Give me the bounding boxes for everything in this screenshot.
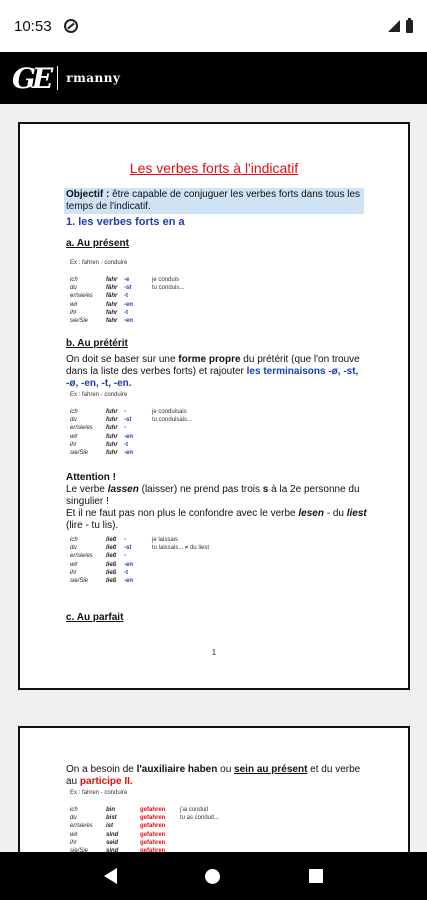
verb-ending: -	[124, 553, 126, 560]
pronoun: sie/Sie	[70, 317, 89, 324]
translation	[180, 839, 270, 847]
verb-stem: fuhr	[106, 441, 118, 448]
translation	[152, 561, 242, 569]
verb-stem: ließ	[106, 569, 117, 576]
preterit-text-blue: les terminaisons	[246, 366, 326, 377]
recent-apps-button-icon[interactable]	[309, 869, 323, 883]
pronoun: wir	[70, 561, 78, 568]
attention-lassen: lassen	[107, 484, 139, 495]
translation: tu laissais... ≠ du liest	[152, 545, 209, 552]
pronoun: sie/Sie	[70, 577, 89, 584]
doc-title: Les verbes forts à l'indicatif	[129, 160, 299, 176]
translation	[152, 441, 242, 449]
parfait-sein: sein au présent	[234, 764, 308, 775]
conjugation-row	[70, 569, 242, 577]
signal-icon	[388, 20, 400, 32]
navigation-bar	[0, 852, 427, 900]
verb-stem: fahr	[106, 317, 118, 324]
document-page-2	[18, 726, 410, 852]
conjugation-row	[70, 822, 270, 830]
pronoun: wir	[70, 433, 78, 440]
pronoun: ihr	[70, 839, 77, 846]
subsection-parfait: c. Au parfait	[66, 612, 124, 623]
translation: j'ai conduit	[180, 807, 209, 813]
translation: tu conduis...	[152, 285, 185, 292]
conjugation-row	[70, 831, 270, 839]
attention-text-1: Le verbe	[66, 484, 108, 495]
verb-stem: seid	[106, 839, 119, 846]
translation	[152, 424, 242, 432]
pronoun: ich	[70, 807, 78, 813]
translation	[152, 569, 242, 577]
example-parfait: Ex : fahren - conduire	[70, 790, 128, 796]
conjugation-row	[70, 424, 242, 432]
verb-ending: gefahren	[140, 823, 166, 830]
attention-text-2: (laisser) ne prend pas trois	[138, 484, 263, 495]
translation	[152, 292, 242, 300]
translation	[180, 822, 270, 830]
verb-stem: fuhr	[106, 425, 118, 432]
verb-stem: fahr	[106, 277, 118, 283]
conjugation-row	[70, 416, 242, 424]
conjugation-row	[70, 814, 270, 822]
conjugation-row	[70, 408, 242, 416]
logo-divider	[57, 66, 58, 90]
attention-text-3: à la 2e personne du singulier !	[66, 484, 360, 507]
conjugation-row	[70, 284, 242, 292]
verb-ending: -	[124, 537, 126, 543]
translation	[152, 301, 242, 309]
parfait-aux: l'auxiliaire haben	[136, 764, 218, 775]
verb-stem: ließ	[106, 577, 117, 584]
status-bar	[0, 0, 427, 52]
pronoun: er/sie/es	[70, 293, 93, 300]
example-present: Ex : fahren - conduire	[70, 260, 128, 266]
attention-s: s	[262, 484, 269, 495]
verb-stem: ließ	[106, 561, 117, 568]
preterit-text-bold: forme propre	[178, 354, 241, 365]
pronoun: ich	[70, 277, 78, 283]
attention-text-4: Et il ne faut pas non plus le confondre avec le verbe	[66, 508, 299, 519]
translation: je laissais	[152, 537, 179, 543]
conjugation-row	[70, 276, 242, 284]
verb-stem: fuhr	[106, 409, 118, 415]
section-title: 1. les verbes forts en a	[66, 216, 185, 228]
attention-lesen: lesen	[298, 508, 324, 519]
conjugation-row	[70, 577, 242, 585]
verb-ending: gefahren	[140, 847, 166, 852]
verb-ending: -st	[124, 417, 132, 424]
translation: je conduis	[152, 277, 180, 283]
subsection-preterit: b. Au prétérit	[66, 338, 128, 349]
objective-label: Objectif :	[66, 189, 110, 200]
conjugation-row	[70, 536, 242, 544]
verb-stem: fähr	[106, 293, 118, 300]
conjugation-row	[70, 433, 242, 441]
verb-ending: -st	[124, 285, 132, 292]
conjugation-row	[70, 292, 242, 300]
pronoun: sie/Sie	[70, 449, 89, 456]
pronoun: du	[70, 417, 77, 424]
parfait-text-1: On a besoin de	[66, 764, 137, 775]
pronoun: du	[70, 815, 77, 822]
verb-ending: -st	[124, 545, 132, 552]
conjugation-row	[70, 544, 242, 552]
verb-ending: -t	[124, 441, 128, 448]
pronoun: du	[70, 285, 77, 292]
attention-title: Attention !	[66, 472, 116, 483]
verb-stem: fahr	[106, 301, 118, 308]
conjugation-row	[70, 441, 242, 449]
translation	[152, 449, 242, 457]
preterit-text-3: -ø, -st, -ø, -en, -t, -en.	[66, 366, 359, 389]
pronoun: ihr	[70, 309, 77, 316]
verb-ending: -en	[124, 577, 133, 584]
do-not-disturb-icon	[64, 19, 78, 33]
conjugation-present	[70, 276, 242, 325]
verb-ending: -	[124, 425, 126, 432]
verb-ending: -t	[124, 293, 128, 300]
verb-ending: -t	[124, 569, 128, 576]
verb-ending: gefahren	[140, 815, 166, 822]
app-logo: GE	[12, 61, 50, 95]
translation	[152, 552, 242, 560]
verb-stem: fuhr	[106, 433, 118, 440]
objective-text: être capable de conjuguer les verbes forts dans tous les temps de l'indicatif.	[66, 189, 361, 212]
conjugation-parfait	[70, 806, 270, 852]
translation: je conduisais	[152, 409, 187, 415]
translation: tu conduisais...	[152, 417, 193, 424]
parfait-text-3: et du verbe au	[66, 764, 361, 787]
pronoun: er/sie/es	[70, 553, 93, 560]
verb-stem: ist	[106, 823, 114, 830]
verb-stem: fuhr	[106, 417, 118, 424]
verb-ending: -en	[124, 301, 133, 308]
pronoun: ich	[70, 537, 78, 543]
conjugation-row	[70, 561, 242, 569]
pronoun: wir	[70, 831, 78, 838]
pronoun: ich	[70, 409, 78, 415]
verb-stem: bin	[106, 807, 115, 813]
conjugation-row	[70, 449, 242, 457]
conjugation-lassen	[70, 536, 242, 585]
verb-ending: -en	[124, 561, 133, 568]
verb-ending: gefahren	[140, 839, 166, 846]
example-preterit: Ex : fahren - conduire	[70, 392, 128, 398]
pronoun: sie/Sie	[70, 847, 89, 852]
attention-liest: liest	[346, 508, 367, 519]
verb-stem: sind	[106, 847, 119, 852]
preterit-text-1: On doit se baser sur une	[66, 354, 179, 365]
verb-ending: -en	[124, 449, 133, 456]
page-number: 1	[211, 648, 217, 657]
conjugation-row	[70, 552, 242, 560]
attention-text-5: - du	[323, 508, 347, 519]
home-button-icon[interactable]	[205, 869, 220, 884]
parfait-text-2: ou	[217, 764, 235, 775]
verb-stem: fahr	[106, 309, 118, 316]
verb-ending: -en	[124, 317, 133, 324]
verb-ending: -	[124, 409, 126, 415]
verb-ending: gefahren	[140, 831, 166, 838]
pronoun: ihr	[70, 441, 77, 448]
attention-block	[66, 472, 368, 532]
preterit-paragraph	[66, 354, 368, 390]
verb-ending: -e	[124, 277, 130, 283]
translation	[152, 317, 242, 325]
verb-stem: ließ	[106, 553, 117, 560]
translation	[180, 831, 270, 839]
subsection-present: a. Au présent	[66, 238, 129, 249]
app-bar	[0, 52, 427, 104]
verb-stem: sind	[106, 831, 119, 838]
verb-stem: fähr	[106, 285, 118, 292]
translation	[152, 309, 242, 317]
verb-ending: -t	[124, 309, 128, 316]
status-time: 10:53	[14, 17, 52, 35]
pronoun: ihr	[70, 569, 77, 576]
parfait-paragraph	[66, 764, 368, 788]
verb-stem: ließ	[106, 537, 117, 543]
app-brand: rmanny	[66, 71, 121, 85]
conjugation-row	[70, 301, 242, 309]
conjugation-row	[70, 309, 242, 317]
pronoun: wir	[70, 301, 78, 308]
pronoun: du	[70, 545, 77, 552]
back-button-icon[interactable]	[104, 868, 117, 884]
conjugation-row	[70, 317, 242, 325]
verb-ending: -en	[124, 433, 133, 440]
translation: tu as conduit...	[180, 815, 220, 822]
pronoun: er/sie/es	[70, 425, 93, 432]
verb-stem: ließ	[106, 545, 117, 552]
conjugation-preterit	[70, 408, 242, 457]
preterit-text-2: du prétérit (que l'on trouve dans la liste des verbes forts) et rajouter	[66, 354, 360, 377]
battery-icon	[406, 20, 413, 33]
conjugation-row	[70, 806, 270, 814]
objective-box	[64, 188, 364, 214]
translation	[152, 577, 242, 585]
pronoun: er/sie/es	[70, 823, 93, 830]
verb-stem: fuhr	[106, 449, 118, 456]
parfait-participle: participe II.	[79, 776, 133, 787]
conjugation-row	[70, 839, 270, 847]
document-page-1	[18, 122, 410, 690]
translation	[152, 433, 242, 441]
verb-ending: gefahren	[140, 807, 166, 813]
document-viewer[interactable]	[0, 104, 427, 852]
verb-stem: bist	[106, 815, 117, 822]
attention-text-6: (lire - tu lis).	[66, 520, 119, 531]
